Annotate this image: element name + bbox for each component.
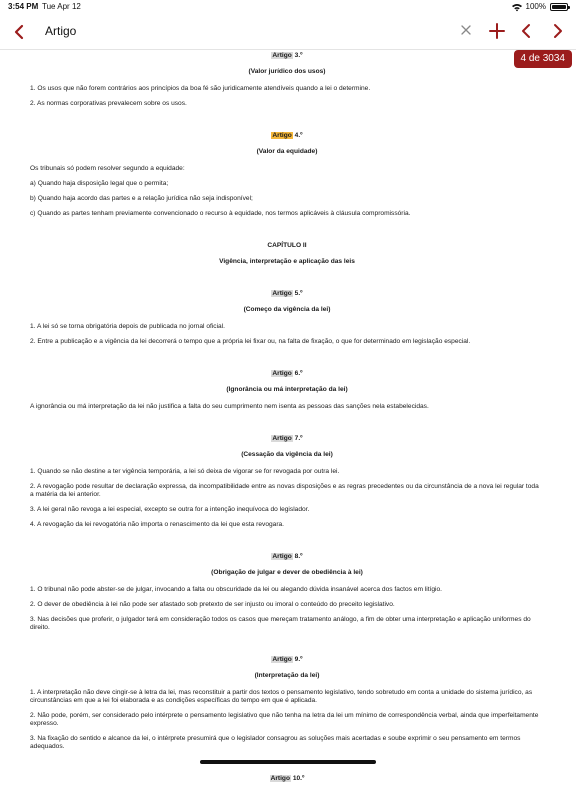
search-match: Artigo <box>272 52 292 59</box>
search-input[interactable]: Artigo <box>45 24 77 38</box>
paragraph: 1. A lei só se torna obrigatória depois de publicada no jornal oficial. <box>30 323 226 330</box>
status-right <box>512 2 568 11</box>
article-number: 3.º <box>294 52 303 59</box>
article-heading: (Valor da equidade) <box>256 148 318 155</box>
plus-icon[interactable] <box>488 22 506 40</box>
paragraph: a) Quando haja disposição legal que o permita; <box>30 180 169 187</box>
battery-icon <box>550 3 568 11</box>
search-match: Artigo <box>272 553 292 560</box>
article-title <box>30 290 544 298</box>
article-number: 4.º <box>294 132 303 139</box>
chevron-left-icon[interactable] <box>518 22 536 40</box>
status-bar <box>0 0 576 14</box>
article-heading: (Começo da vigência da lei) <box>243 306 331 313</box>
article-title <box>30 52 544 60</box>
article-10 <box>30 775 544 783</box>
clear-icon[interactable] <box>460 24 472 36</box>
match-counter-badge: 4 de 3034 <box>514 50 573 68</box>
paragraph: b) Quando haja acordo das partes e a relação jurídica não seja indisponível; <box>30 195 253 202</box>
wifi-icon <box>512 3 522 11</box>
search-match: Artigo <box>272 656 292 663</box>
article-title <box>30 553 544 561</box>
article-heading: (Obrigação de julgar e dever de obediência à lei) <box>211 569 363 576</box>
paragraph: c) Quando as partes tenham previamente convencionado o recurso à equidade, nos termos aplicáveis à cláusula compromissória. <box>30 210 411 217</box>
search-toolbar <box>0 14 576 50</box>
back-arrow-icon[interactable] <box>10 22 30 42</box>
article-3 <box>30 52 544 108</box>
status-time: 3:54 PM <box>8 2 39 11</box>
article-title <box>30 370 544 378</box>
paragraph: 3. A lei geral não revoga a lei especial, excepto se outra for a intenção inequívoca do legislador. <box>30 506 310 513</box>
paragraph: 3. Na fixação do sentido e alcance da lei, o intérprete presumirá que o legislador consagrou as soluções mais acertadas e soube exprimir o seu pensamento em termos adequados. <box>30 735 521 750</box>
article-heading: (Valor jurídico dos usos) <box>248 68 326 75</box>
paragraph: 1. Os usos que não forem contrários aos princípios da boa fé são juridicamente atendíveis quando a lei o determine. <box>30 85 371 92</box>
paragraph: 2. Entre a publicação e a vigência da lei decorrerá o tempo que a própria lei fixar ou, na falta de fixação, o que for determinado em legislação especial. <box>30 338 471 345</box>
article-title <box>30 775 544 783</box>
search-match: Artigo <box>272 290 292 297</box>
chevron-right-icon[interactable] <box>548 22 566 40</box>
paragraph: 4. A revogação da lei revogatória não importa o renascimento da lei que esta revogara. <box>30 521 285 528</box>
search-match: Artigo <box>272 435 292 442</box>
article-8 <box>30 553 544 632</box>
paragraph: Os tribunais só podem resolver segundo a equidade: <box>30 165 185 172</box>
article-number: 6.º <box>294 370 303 377</box>
document-content <box>30 52 544 807</box>
article-title <box>30 132 544 140</box>
article-number: 5.º <box>294 290 303 297</box>
article-heading: (Interpretação da lei) <box>254 672 320 679</box>
article-number: 7.º <box>294 435 303 442</box>
paragraph: 1. Quando se não destine a ter vigência temporária, a lei só deixa de vigorar se for revogada por outra lei. <box>30 468 340 475</box>
paragraph: 2. As normas corporativas prevalecem sobre os usos. <box>30 100 187 107</box>
article-5 <box>30 290 544 346</box>
paragraph: 2. A revogação pode resultar de declaração expressa, da incompatibilidade entre as novas disposições e as regras precedentes ou da circunstância de a nova lei regular toda a matéria da lei anterior. <box>30 483 539 498</box>
article-title <box>30 656 544 664</box>
chapter-header <box>30 242 544 266</box>
article-title <box>30 435 544 443</box>
chapter-title: CAPÍTULO II <box>267 242 307 249</box>
search-match: Artigo <box>270 775 290 782</box>
article-9 <box>30 656 544 751</box>
article-heading: (Cessação da vigência da lei) <box>241 451 333 458</box>
paragraph: A ignorância ou má interpretação da lei não justifica a falta do seu cumprimento nem isenta as pessoas das sanções nela estabelecidas. <box>30 403 429 410</box>
article-heading: (Ignorância ou má interpretação da lei) <box>226 386 348 393</box>
article-number: 9.º <box>294 656 303 663</box>
current-search-match: Artigo <box>272 132 292 139</box>
article-7 <box>30 435 544 529</box>
paragraph: 3. Nas decisões que proferir, o julgador terá em consideração todos os casos que mereçam tratamento análogo, a fim de obter uma interpretação e aplicação uniformes do direito. <box>30 616 531 631</box>
article-4 <box>30 132 544 218</box>
article-6 <box>30 370 544 411</box>
article-number: 10.º <box>292 775 305 782</box>
paragraph: 1. O tribunal não pode abster-se de julgar, invocando a falta ou obscuridade da lei ou alegando dúvida insanável acerca dos factos em litígio. <box>30 586 443 593</box>
paragraph: 2. O dever de obediência à lei não pode ser afastado sob pretexto de ser injusto ou imoral o conteúdo do preceito legislativo. <box>30 601 395 608</box>
battery-percent: 100% <box>525 2 546 11</box>
search-match: Artigo <box>272 370 292 377</box>
status-date: Tue Apr 12 <box>42 2 81 11</box>
paragraph: 2. Não pode, porém, ser considerado pelo intérprete o pensamento legislativo que não tenha na letra da lei um mínimo de correspondência verbal, ainda que imperfeitamente expresso. <box>30 712 539 727</box>
paragraph: 1. A interpretação não deve cingir-se à letra da lei, mas reconstituir a partir dos textos o pensamento legislativo, tendo sobretudo em conta a unidade do sistema jurídico, as circunstâncias em que a lei foi elaborada e as condições específicas do tempo em que é aplicada. <box>30 689 533 704</box>
article-number: 8.º <box>294 553 303 560</box>
home-indicator[interactable] <box>200 760 376 764</box>
chapter-subtitle: Vigência, interpretação e aplicação das leis <box>219 258 355 265</box>
